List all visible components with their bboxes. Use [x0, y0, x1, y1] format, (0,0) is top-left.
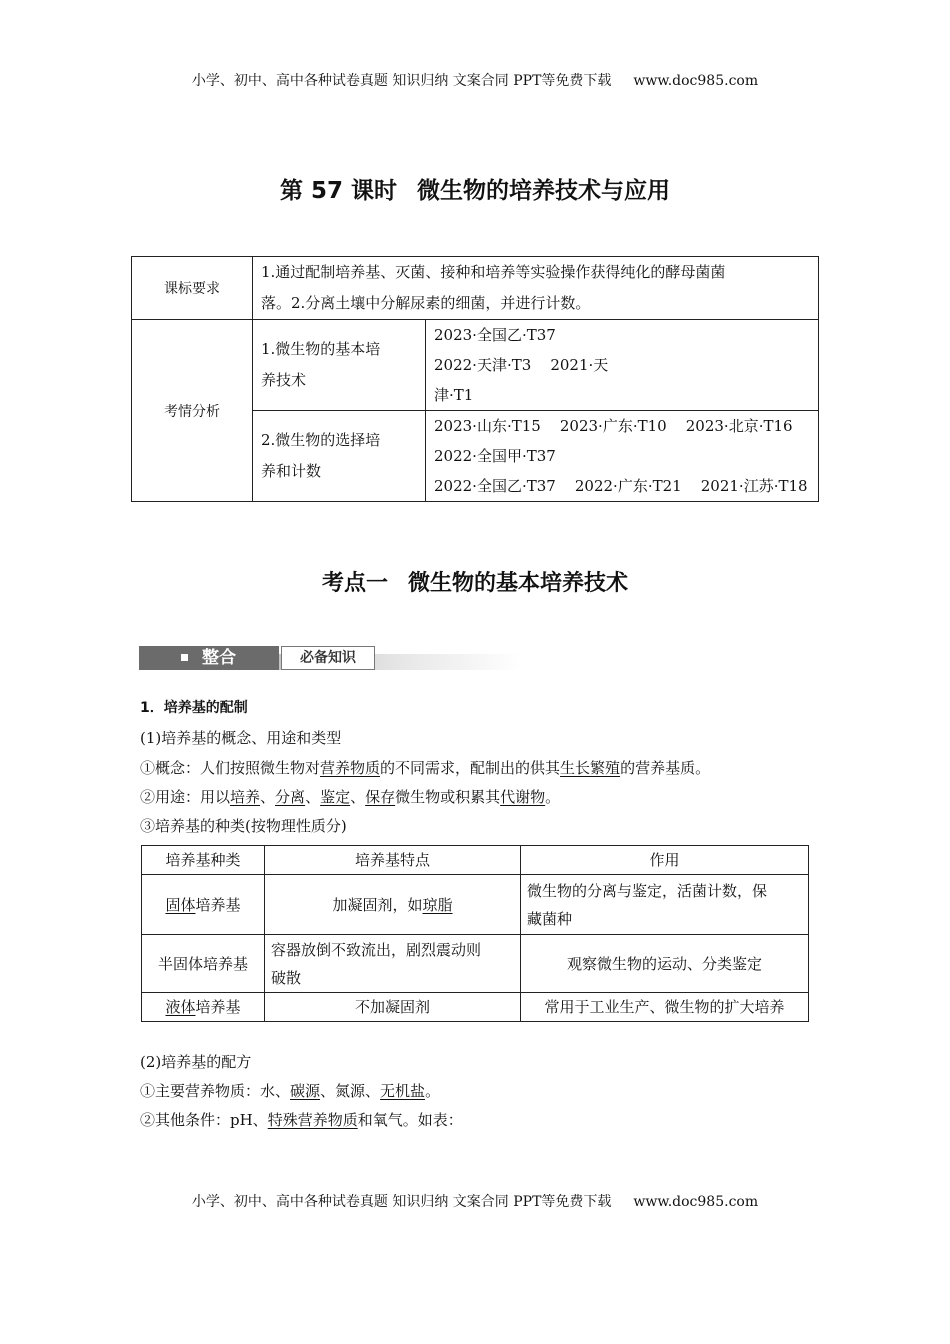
page-title [0, 172, 950, 205]
other-conditions-line: ②其他条件：pH、特殊营养物质和氧气。如表： [140, 1111, 463, 1129]
heading-1: 1．培养基的配制 [140, 700, 248, 716]
section-title [0, 566, 950, 597]
topic-2: 2.微生物的选择培 养和计数 [253, 411, 426, 502]
requirements-table [131, 256, 819, 502]
main-nutrients-line: ①主要营养物质：水、碳源、氮源、无机盐。 [140, 1082, 441, 1100]
knowledge-banner [139, 644, 521, 672]
req-text: 1.通过配制培养基、灭菌、接种和培养等实验操作获得纯化的酵母菌菌 落。2.分离土壤中分解尿素的细菌，并进行计数。 [253, 257, 819, 320]
kinds-line: ③培养基的种类(按物理性质分) [140, 817, 347, 835]
media-table [141, 845, 809, 1022]
table-row: 液体培养基 不加凝固剂 常用于工业生产、微生物的扩大培养 [142, 993, 809, 1022]
exams-2: 2023·山东·T15 2023·广东·T10 2023·北京·T16 2022·全国甲·T37 2022·全国乙·T37 2022·广东·T21 2021·江苏·T18 [426, 411, 819, 502]
subheading-2: (2)培养基的配方 [140, 1053, 252, 1071]
table-row: 固体培养基 加凝固剂，如琼脂 微生物的分离与鉴定，活菌计数，保 藏菌种 [142, 875, 809, 935]
use-line: ②用途：用以培养、分离、鉴定、保存微生物或积累其代谢物。 [140, 788, 561, 806]
section-number: 考点一 [321, 571, 388, 596]
header-cell: 作用 [521, 846, 809, 875]
analysis-label: 考情分析 [132, 320, 253, 502]
lesson-number: 第 57 课时 [279, 178, 398, 204]
section-name: 微生物的基本培养技术 [408, 571, 629, 596]
lesson-topic: 微生物的培养技术与应用 [417, 178, 671, 204]
exams-1: 2023·全国乙·T37 2022·天津·T3 2021·天 津·T1 [426, 320, 819, 411]
header-text: 小学、初中、高中各种试卷真题 知识归纳 文案合同 PPT等免费下载 [191, 73, 612, 89]
subheading-1: (1)培养基的概念、用途和类型 [140, 729, 342, 747]
page-header [0, 70, 950, 90]
footer-site: www.doc985.com [633, 1194, 759, 1210]
banner-dark-label: 整合 [202, 648, 236, 668]
header-cell: 培养基特点 [265, 846, 521, 875]
req-label: 课标要求 [132, 257, 253, 320]
table-row: 半固体培养基 容器放倒不致流出，剧烈震动则 破散 观察微生物的运动、分类鉴定 [142, 935, 809, 993]
square-bullet-icon [181, 654, 188, 661]
footer-text: 小学、初中、高中各种试卷真题 知识归纳 文案合同 PPT等免费下载 [191, 1194, 612, 1210]
header-cell: 培养基种类 [142, 846, 265, 875]
header-site: www.doc985.com [633, 73, 759, 89]
page-footer [0, 1191, 950, 1211]
concept-line: ①概念：人们按照微生物对营养物质的不同需求，配制出的供其生长繁殖的营养基质。 [140, 759, 711, 777]
topic-1: 1.微生物的基本培 养技术 [253, 320, 426, 411]
banner-light-label: 必备知识 [281, 646, 375, 670]
